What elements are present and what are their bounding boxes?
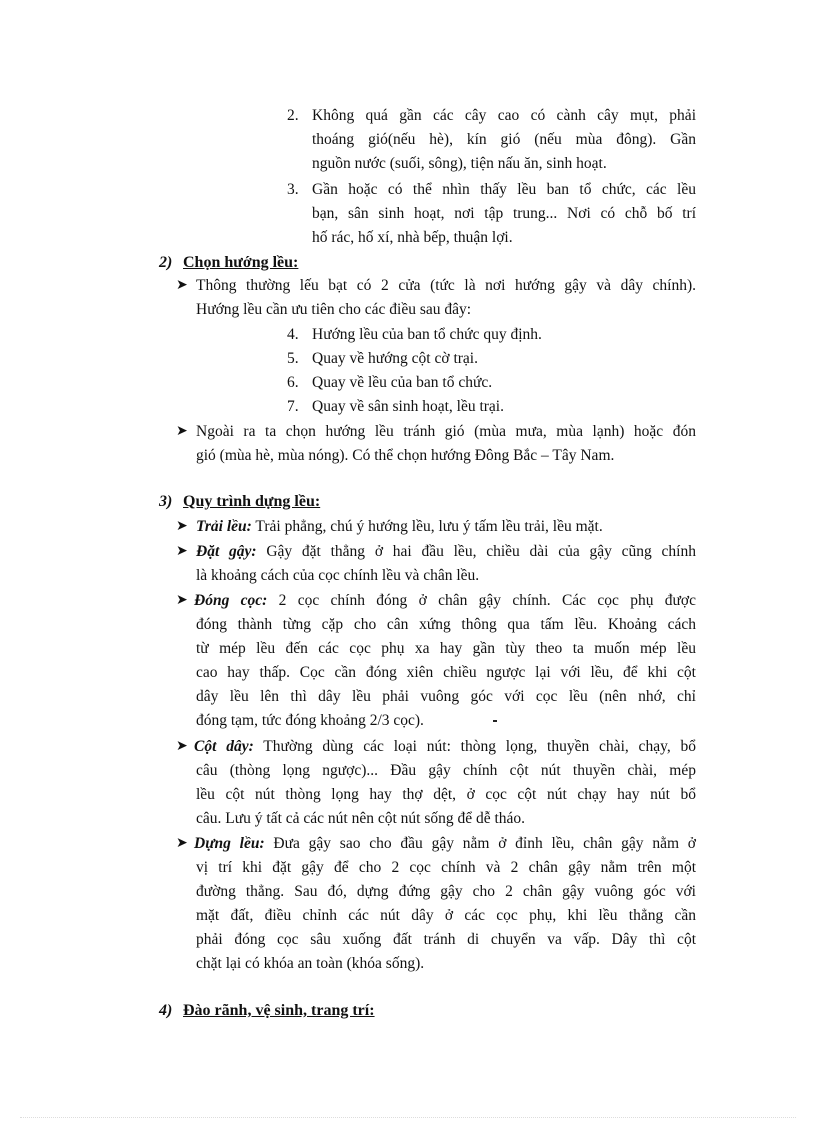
list-item-line: nguồn nước (suối, sông), tiện nấu ăn, sinh hoạt. [312, 155, 607, 172]
list-item-line: hố rác, hố xí, nhà bếp, thuận lợi. [312, 229, 513, 246]
section-title: Chọn hướng lều: [183, 254, 299, 271]
section-heading [159, 999, 375, 1023]
step-line: mặt đất, điều chỉnh các nút dây ở các cọc phụ, khi lều thẳng cần [196, 907, 696, 924]
list-item-text: Quay về sân sinh hoạt, lều trại. [312, 398, 504, 415]
bullet-line: Hướng lều cần ưu tiên cho các điều sau đây: [196, 301, 472, 318]
step-line: dây lều lên thì dây lều phải vuông góc với cọc lều (nên nhớ, chỉ [196, 688, 696, 705]
step-line: đường thẳng. Sau đó, dựng đứng gậy cho 2 chân gậy vuông góc với [196, 883, 696, 900]
step-line [194, 832, 696, 856]
step-line: là khoảng cách của cọc chính lều và chân lều. [196, 567, 480, 584]
bullet-line: Ngoài ra ta chọn hướng lều tránh gió (mùa mưa, mùa lạnh) hoặc đón [196, 423, 696, 440]
step-text: Đưa gậy sao cho đầu gậy nằm ở đỉnh lều, chân gậy nằm ở [264, 835, 696, 852]
step-line: đóng tạm, tức đóng khoảng 2/3 cọc). [196, 712, 424, 729]
step-line: vị trí khi đặt gậy để cho 2 cọc chính và 2 chân gậy nằm trên một [196, 859, 696, 876]
step-line: lều cột nút thòng lọng hay thợ dệt, ở cọc cột nút chạy hay nút bổ [196, 786, 696, 803]
step-line: đóng thành từng cặp cho cân xứng thông qua tấm lều. Khoảng cách [196, 616, 696, 633]
step-term: Cột dây: [194, 738, 254, 755]
section-heading [159, 490, 320, 514]
list-item-line: bạn, sân sinh hoạt, nơi tập trung... Nơi có chỗ bố trí [312, 205, 696, 222]
list-item-line: thoáng gió(nếu hè), kín gió (nếu mùa đông). Gần [312, 131, 696, 148]
section-number: 3) [159, 493, 173, 510]
bullet-line: gió (mùa hè, mùa nóng). Có thể chọn hướng Đông Bắc – Tây Nam. [196, 447, 615, 464]
section-number: 2) [159, 254, 173, 271]
step-line [194, 589, 696, 613]
section-title: Quy trình dựng lều: [183, 493, 321, 510]
step-text: Gậy đặt thẳng ở hai đầu lều, chiều dài của gậy cũng chính [256, 543, 696, 560]
arrow-bullet-icon: ➤ [176, 739, 188, 754]
step-line: câu (thòng lọng ngược)... Đầu gậy chính cột nút thuyền chài, mép [196, 762, 696, 779]
list-number: 6. [287, 374, 299, 391]
arrow-bullet-icon: ➤ [176, 836, 188, 851]
arrow-bullet-icon: ➤ [176, 278, 188, 293]
arrow-bullet-icon: ➤ [176, 593, 188, 608]
list-number: 3. [287, 181, 299, 198]
step-text: Thường dùng các loại nút: thòng lọng, thuyền chài, chạy, bổ [253, 738, 697, 755]
section-heading [159, 251, 298, 275]
page-edge-rule [20, 1117, 796, 1118]
step-term: Đóng cọc: [194, 592, 268, 609]
arrow-bullet-icon: ➤ [176, 519, 188, 534]
list-number: 7. [287, 398, 299, 415]
step-term: Trải lều: [196, 518, 252, 535]
list-item-text: Quay về lều của ban tổ chức. [312, 374, 493, 391]
step-line: câu. Lưu ý tất cả các nút nên cột nút sống để dễ tháo. [196, 810, 526, 827]
section-title: Đào rãnh, vệ sinh, trang trí: [183, 1002, 375, 1019]
list-item-line: Không quá gần các cây cao có cành cây mụt, phải [312, 107, 696, 124]
list-item-text: Hướng lều của ban tổ chức quy định. [312, 326, 542, 343]
stray-mark [493, 720, 497, 722]
list-item-text: Quay về hướng cột cờ trại. [312, 350, 478, 367]
list-number: 2. [287, 107, 299, 124]
step-line: cao hay thấp. Cọc cần đóng xiên chiều ngược lại với lều, để khi cột [196, 664, 696, 681]
step-text: Trải phẳng, chú ý hướng lều, lưu ý tấm lều trải, lều mặt. [251, 518, 603, 535]
list-number: 4. [287, 326, 299, 343]
step-text: 2 cọc chính đóng ở chân gậy chính. Các cọc phụ được [267, 592, 696, 609]
step-line: từ mép lều đến các cọc phụ xa hay gần tùy theo ta muốn mép lều [196, 640, 696, 657]
arrow-bullet-icon: ➤ [176, 424, 188, 439]
step-line [194, 735, 696, 759]
step-line: phải đóng cọc sâu xuống đất tránh di chuyển va vấp. Dây thì cột [196, 931, 696, 948]
list-number: 5. [287, 350, 299, 367]
arrow-bullet-icon: ➤ [176, 544, 188, 559]
step-line [196, 540, 696, 564]
step-term: Đặt gậy: [196, 543, 257, 560]
list-item-line: Gần hoặc có thể nhìn thấy lều ban tổ chức, các lều [312, 181, 696, 198]
bullet-line: Thông thường lếu bạt có 2 cửa (tức là nơi hướng gậy và dây chính). [196, 277, 696, 294]
step-line: chặt lại có khóa an toàn (khóa sống). [196, 955, 425, 972]
step-line [196, 515, 603, 539]
step-term: Dựng lều: [194, 835, 265, 852]
section-number: 4) [159, 1002, 173, 1019]
